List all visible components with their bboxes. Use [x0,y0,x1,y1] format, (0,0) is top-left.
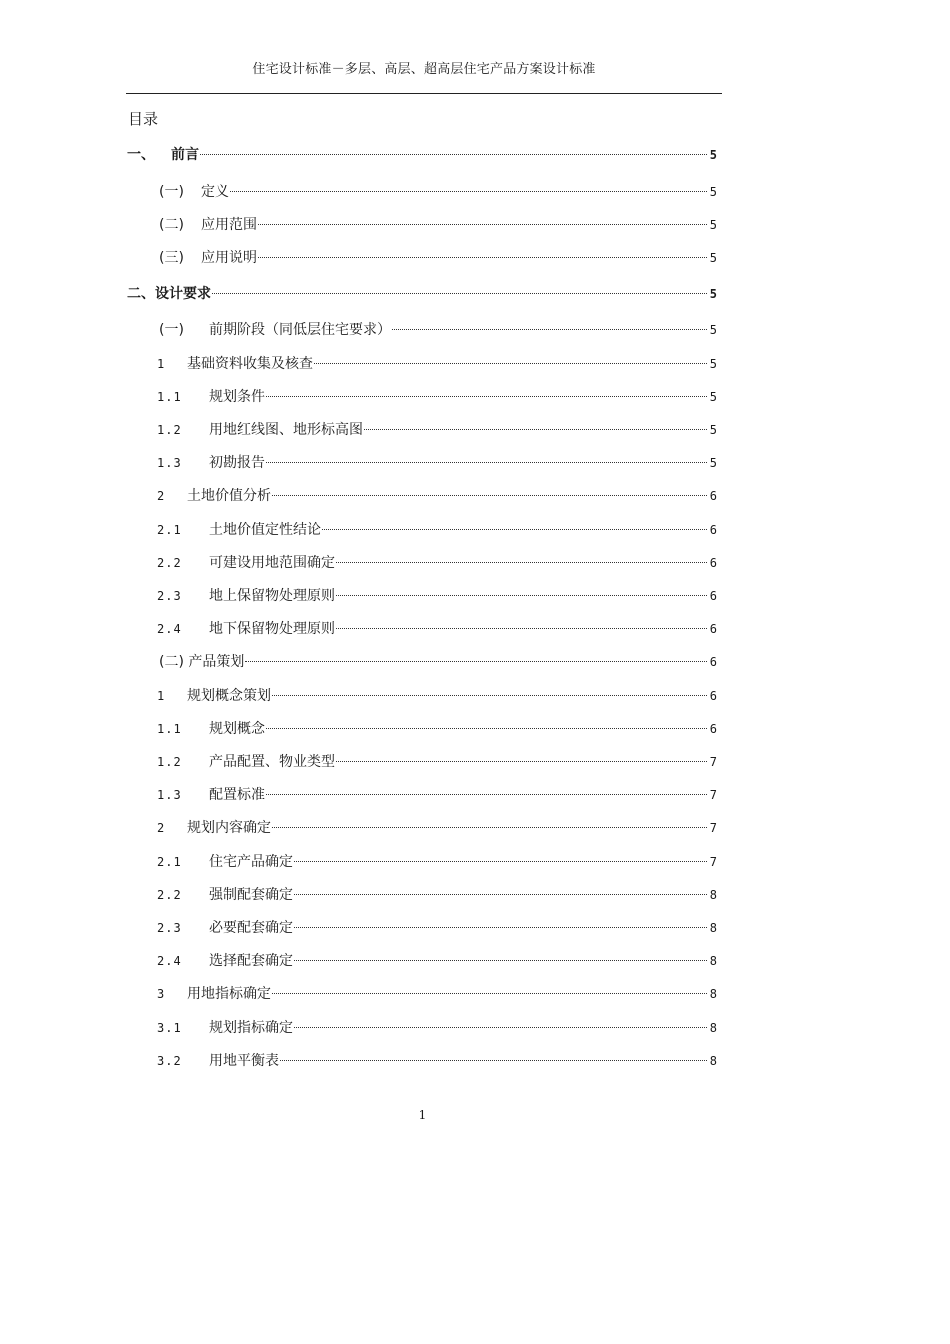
toc-leader-dots [245,661,707,662]
toc-entry-number: (一) [159,322,184,338]
toc-entry[interactable] [157,752,717,772]
toc-entry-page: 7 [709,788,717,802]
toc-entry-label: 规划内容确定 [187,820,271,836]
toc-entry-page: 7 [709,821,717,835]
toc-entry-label: 前言 [171,147,199,163]
toc-entry[interactable] [159,248,717,268]
toc-entry-page: 5 [709,423,717,437]
toc-entry[interactable] [157,918,717,938]
toc-entry[interactable] [157,420,717,440]
toc-entry-page: 8 [709,1054,717,1068]
toc-entry-number: 2.4 [157,954,182,968]
toc-entry-label: 强制配套确定 [209,887,293,903]
toc-entry-number: 2.4 [157,622,182,636]
toc-entry-label: 用地平衡表 [209,1053,279,1069]
toc-leader-dots [314,363,707,364]
toc-leader-dots [294,1027,707,1028]
toc-entry-label: (二) 产品策划 [159,654,245,670]
toc-entry[interactable] [157,387,717,407]
toc-entry-number: 1.3 [157,456,182,470]
toc-entry[interactable] [159,215,717,235]
toc-leader-dots [336,595,707,596]
toc-entry-label: 定义 [201,184,229,200]
toc-entry[interactable] [157,486,717,506]
toc-entry-label: 规划概念 [209,721,265,737]
page-header: 住宅设计标准－多层、高层、超高层住宅产品方案设计标准 [252,62,596,77]
toc-entry-number: 1.3 [157,788,182,802]
toc-entry-page: 5 [709,287,717,301]
toc-leader-dots [272,993,707,994]
toc-leader-dots [294,894,707,895]
toc-entry-label: 产品配置、物业类型 [209,754,335,770]
toc-leader-dots [392,329,707,330]
toc-entry-label: 规划概念策划 [187,688,271,704]
toc-entry[interactable] [159,320,717,340]
toc-entry-label: 基础资料收集及核查 [187,356,313,372]
toc-entry-page: 5 [709,148,717,162]
toc-entry-page: 6 [709,489,717,503]
toc-leader-dots [258,257,707,258]
toc-entry-number: 2.1 [157,855,182,869]
toc-entry-label: 应用范围 [201,217,257,233]
toc-entry-number: (二) [159,217,184,233]
toc-leader-dots [266,462,707,463]
toc-entry-number: 1.1 [157,390,182,404]
toc-entry[interactable] [157,586,717,606]
toc-entry-page: 8 [709,1021,717,1035]
toc-entry-page: 6 [709,689,717,703]
toc-entry-number: (一) [159,184,184,200]
toc-entry[interactable] [157,885,717,905]
toc-entry-number: 3.2 [157,1054,182,1068]
toc-entry[interactable] [157,1051,717,1071]
toc-entry-number: 2 [157,821,166,835]
toc-entry-page: 8 [709,921,717,935]
toc-leader-dots [294,927,707,928]
toc-entry-number: 2.3 [157,589,182,603]
toc-entry-label: 可建设用地范围确定 [209,555,335,571]
toc-entry-page: 6 [709,622,717,636]
toc-entry-page: 7 [709,755,717,769]
toc-leader-dots [294,960,707,961]
toc-entry-number: 2.3 [157,921,182,935]
toc-entry-number: 1.2 [157,755,182,769]
toc-title: 目录 [128,110,159,128]
toc-leader-dots [200,154,707,155]
toc-leader-dots [364,429,707,430]
toc-entry-label: 规划条件 [209,389,265,405]
toc-entry[interactable] [157,951,717,971]
toc-entry-page: 6 [709,589,717,603]
toc-entry-page: 5 [709,390,717,404]
toc-entry-number: 1.1 [157,722,182,736]
toc-entry[interactable] [127,284,717,304]
toc-entry-number: 2.2 [157,556,182,570]
toc-leader-dots [266,396,707,397]
toc-entry[interactable] [157,553,717,573]
toc-entry-label: 配置标准 [209,787,265,803]
toc-entry-label: 选择配套确定 [209,953,293,969]
toc-leader-dots [266,794,707,795]
toc-entry-page: 5 [709,251,717,265]
toc-entry[interactable] [157,984,717,1004]
toc-entry-label: 应用说明 [201,250,257,266]
toc-leader-dots [258,224,707,225]
toc-leader-dots [280,1060,707,1061]
toc-entry[interactable] [159,652,717,672]
toc-entry-label: 前期阶段（同低层住宅要求） [209,322,391,338]
toc-entry[interactable] [157,852,717,872]
toc-entry-page: 5 [709,456,717,470]
toc-entry[interactable] [157,354,717,374]
toc-entry-page: 6 [709,556,717,570]
toc-entry-number: (三) [159,250,184,266]
toc-entry-label: 规划指标确定 [209,1020,293,1036]
toc-entry-label: 用地指标确定 [187,986,271,1002]
toc-entry-number: 1 [157,357,166,371]
toc-entry-label: 土地价值分析 [187,488,271,504]
toc-entry-label: 用地红线图、地形标高图 [209,422,363,438]
toc-entry-page: 8 [709,954,717,968]
toc-entry-page: 5 [709,218,717,232]
toc-leader-dots [336,761,707,762]
toc-leader-dots [212,293,707,294]
toc-entry-label: 二、设计要求 [127,286,211,302]
toc-leader-dots [272,827,707,828]
toc-entry[interactable] [157,1018,717,1038]
toc-leader-dots [272,495,707,496]
toc-entry-number: 1.2 [157,423,182,437]
toc-entry-page: 5 [709,323,717,337]
toc-leader-dots [322,529,707,530]
toc-entry-label: 地上保留物处理原则 [209,588,335,604]
toc-entry-number: 2.1 [157,523,182,537]
toc-entry-number: 2 [157,489,166,503]
toc-entry-page: 5 [709,357,717,371]
toc-entry-number: 3 [157,987,166,1001]
page-number: 1 [418,1108,427,1122]
toc-entry-number: 1 [157,689,166,703]
toc-entry-page: 5 [709,185,717,199]
toc-entry[interactable] [127,145,717,165]
toc-leader-dots [230,191,707,192]
toc-entry-page: 6 [709,655,717,669]
toc-entry-number: 3.1 [157,1021,182,1035]
toc-entry-number: 一、 [127,147,155,163]
toc-entry-page: 8 [709,987,717,1001]
toc-entry-label: 必要配套确定 [209,920,293,936]
toc-leader-dots [336,562,707,563]
toc-leader-dots [294,861,707,862]
toc-leader-dots [272,695,707,696]
toc-entry-page: 7 [709,855,717,869]
toc-entry-page: 8 [709,888,717,902]
toc-entry-page: 6 [709,722,717,736]
toc-entry[interactable] [157,785,717,805]
toc-entry[interactable] [157,619,717,639]
toc-entry[interactable] [157,686,717,706]
toc-entry-label: 土地价值定性结论 [209,522,321,538]
toc-leader-dots [266,728,707,729]
toc-entry[interactable] [157,453,717,473]
toc-entry-label: 地下保留物处理原则 [209,621,335,637]
toc-entry[interactable] [159,182,717,202]
toc-entry-page: 6 [709,523,717,537]
toc-entry[interactable] [157,818,717,838]
toc-entry-label: 初勘报告 [209,455,265,471]
toc-entry[interactable] [157,520,717,540]
toc-entry-number: 2.2 [157,888,182,902]
toc-entry[interactable] [157,719,717,739]
toc-entry-label: 住宅产品确定 [209,854,293,870]
toc-leader-dots [336,628,707,629]
